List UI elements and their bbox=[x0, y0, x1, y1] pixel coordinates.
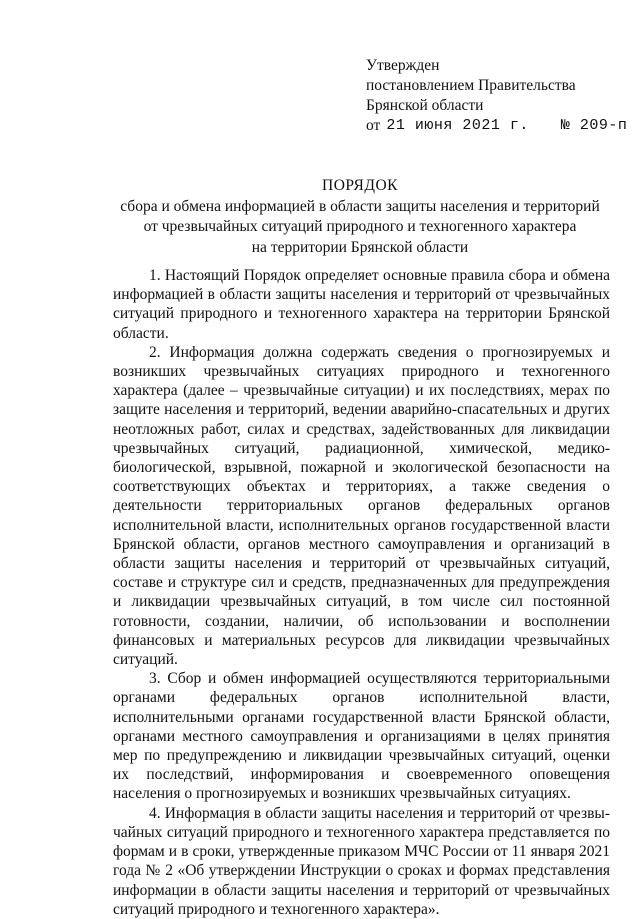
paragraph-3: 3. Сбор и обмен информацией осуществляются территориальными органами федеральных органов исполнительной власти, исполнительными органами государственной власти Брянской области, органами местного самоуправления и организациями в целях принятия мер по предупреждению и ликвидации чрезвычайных ситуаций, оценки их последствий, информирования и своевременного оповещения населения о прогнозируемых и возникших чрезвычайных ситуациях. bbox=[113, 670, 610, 803]
approval-line-region: Брянской области bbox=[366, 97, 484, 114]
approval-line-approved: Утвержден bbox=[366, 57, 440, 74]
approval-date-line bbox=[366, 116, 626, 136]
paragraph-4: 4. Информация в области защиты населения и территорий от чрезвычайных ситуаций природного и техногенного характера представляется по формам и в сроки, утвержденные приказом МЧС России от 11 января 2021 года № 2 «Об утверждении Инструкции о сроках и формах представления информации в области защиты населения и территорий от чрезвычайных ситуаций природного и техногенного характера». bbox=[113, 804, 610, 918]
title-heading: ПОРЯДОК bbox=[322, 177, 398, 194]
title-subtitle-line-3: на территории Брянской области bbox=[251, 238, 469, 256]
approval-date-prefix: от bbox=[366, 117, 381, 134]
approval-date: 21 июня 2021 г. bbox=[386, 117, 529, 134]
approval-stamp bbox=[366, 56, 626, 136]
title-subtitle-line-1: сбора и обмена информацией в области защиты населения и территорий bbox=[120, 197, 600, 215]
approval-line-resolution: постановлением Правительства bbox=[366, 77, 576, 94]
document-body bbox=[113, 266, 610, 919]
title-subtitle-line-2: от чрезвычайных ситуаций природного и техногенного характера bbox=[143, 218, 577, 235]
paragraph-2: 2. Информация должна содержать сведения о прогнозируемых и возникших чрезвычайных ситуациях природного и техногенного характера (далее – чрезвычайные ситуации) и их последствиях, мерах по защите населения и территорий, ведении аварийно-спасательных и других неотложных работ, силах и средствах, задействованных для ликвидации чрезвычайных ситуаций, радиационной, химической, медико-биологической, взрывной, пожарной и экологической безопасности на соответствующих объектах и территориях, а также сведения о деятельности территориальных органов федеральных органов исполнительной власти, исполнительных органов государственной власти Брянской области, органов местного самоуправления и организаций в области защиты населения и территорий от чрезвычайных ситуаций, составе и структуре сил и средств, предназначенных для предупреждения и ликвидации чрезвычайных ситуаций, в том числе сил постоянной готовности, создании, наличии, об использовании и восполнении финансовых и материальных ресурсов для ликвидации чрезвычайных ситуаций. bbox=[113, 343, 610, 669]
document-title bbox=[100, 176, 620, 258]
approval-number: № 209-п bbox=[560, 117, 628, 134]
paragraph-1: 1. Настоящий Порядок определяет основные правила сбора и обмена информацией в области защиты населения и территорий от чрезвычайных ситуаций природного и техногенного характера на территории Брянской области. bbox=[113, 267, 610, 342]
